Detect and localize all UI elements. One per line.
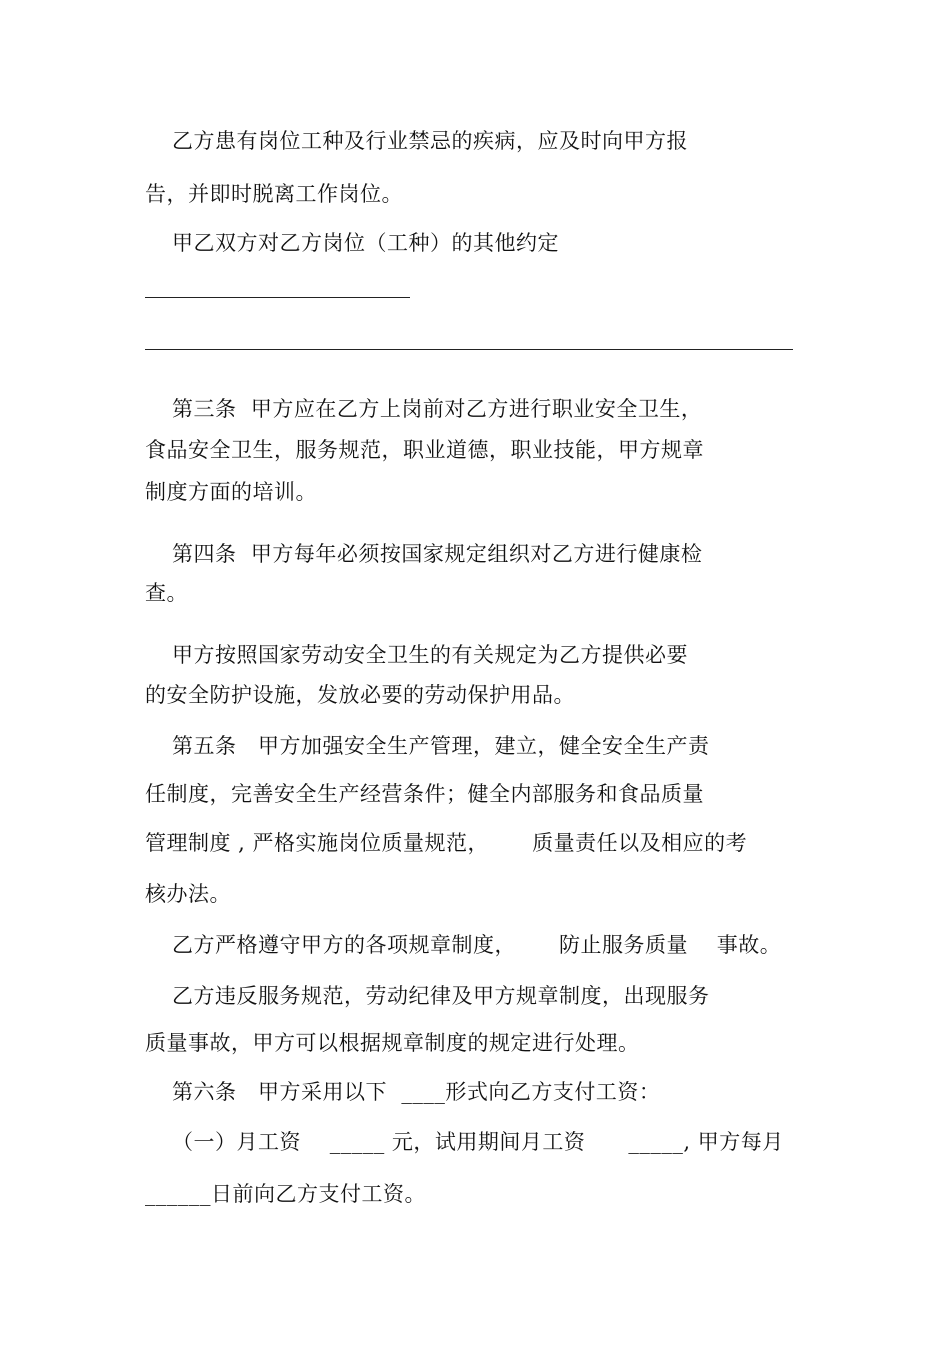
text-line: 告，并即时脱离工作岗位。 bbox=[145, 182, 403, 206]
text-line: （一）月工资 _____ 元，试用期间月工资 _____, 甲方每月 bbox=[172, 1130, 784, 1154]
text-line: 甲方按照国家劳动安全卫生的有关规定为乙方提供必要 bbox=[172, 643, 688, 667]
text-line: 第六条 甲方采用以下 ____形式向乙方支付工资： bbox=[172, 1080, 661, 1104]
text-line: 食品安全卫生，服务规范，职业道德，职业技能，甲方规章 bbox=[145, 438, 704, 462]
blank-line-short bbox=[145, 297, 410, 298]
text-line: 制度方面的培训。 bbox=[145, 480, 317, 504]
text-line: 任制度，完善安全生产经营条件；健全内部服务和食品质量 bbox=[145, 782, 704, 806]
text-line: 的安全防护设施，发放必要的劳动保护用品。 bbox=[145, 683, 575, 707]
text-line: 第三条 甲方应在乙方上岗前对乙方进行职业安全卫生， bbox=[172, 397, 703, 421]
text-line: 第五条 甲方加强安全生产管理，建立，健全安全生产责 bbox=[172, 734, 710, 758]
blank-line-long bbox=[145, 349, 793, 350]
text-line: 查。 bbox=[145, 581, 188, 605]
text-line: ______日前向乙方支付工资。 bbox=[145, 1182, 426, 1206]
text-line: 第四条 甲方每年必须按国家规定组织对乙方进行健康检 bbox=[172, 542, 703, 566]
text-line: 甲乙双方对乙方岗位（工种）的其他约定 bbox=[172, 231, 559, 255]
text-line: 乙方患有岗位工种及行业禁忌的疾病，应及时向甲方报 bbox=[172, 129, 688, 153]
text-line: 乙方严格遵守甲方的各项规章制度， 防止服务质量 事故。 bbox=[172, 933, 782, 957]
text-line: 管理制度 , 严格实施岗位质量规范， 质量责任以及相应的考 bbox=[145, 831, 748, 855]
text-line: 乙方违反服务规范，劳动纪律及甲方规章制度，出现服务 bbox=[172, 984, 710, 1008]
text-line: 质量事故，甲方可以根据规章制度的规定进行处理。 bbox=[145, 1031, 640, 1055]
text-line: 核办法。 bbox=[145, 882, 231, 906]
